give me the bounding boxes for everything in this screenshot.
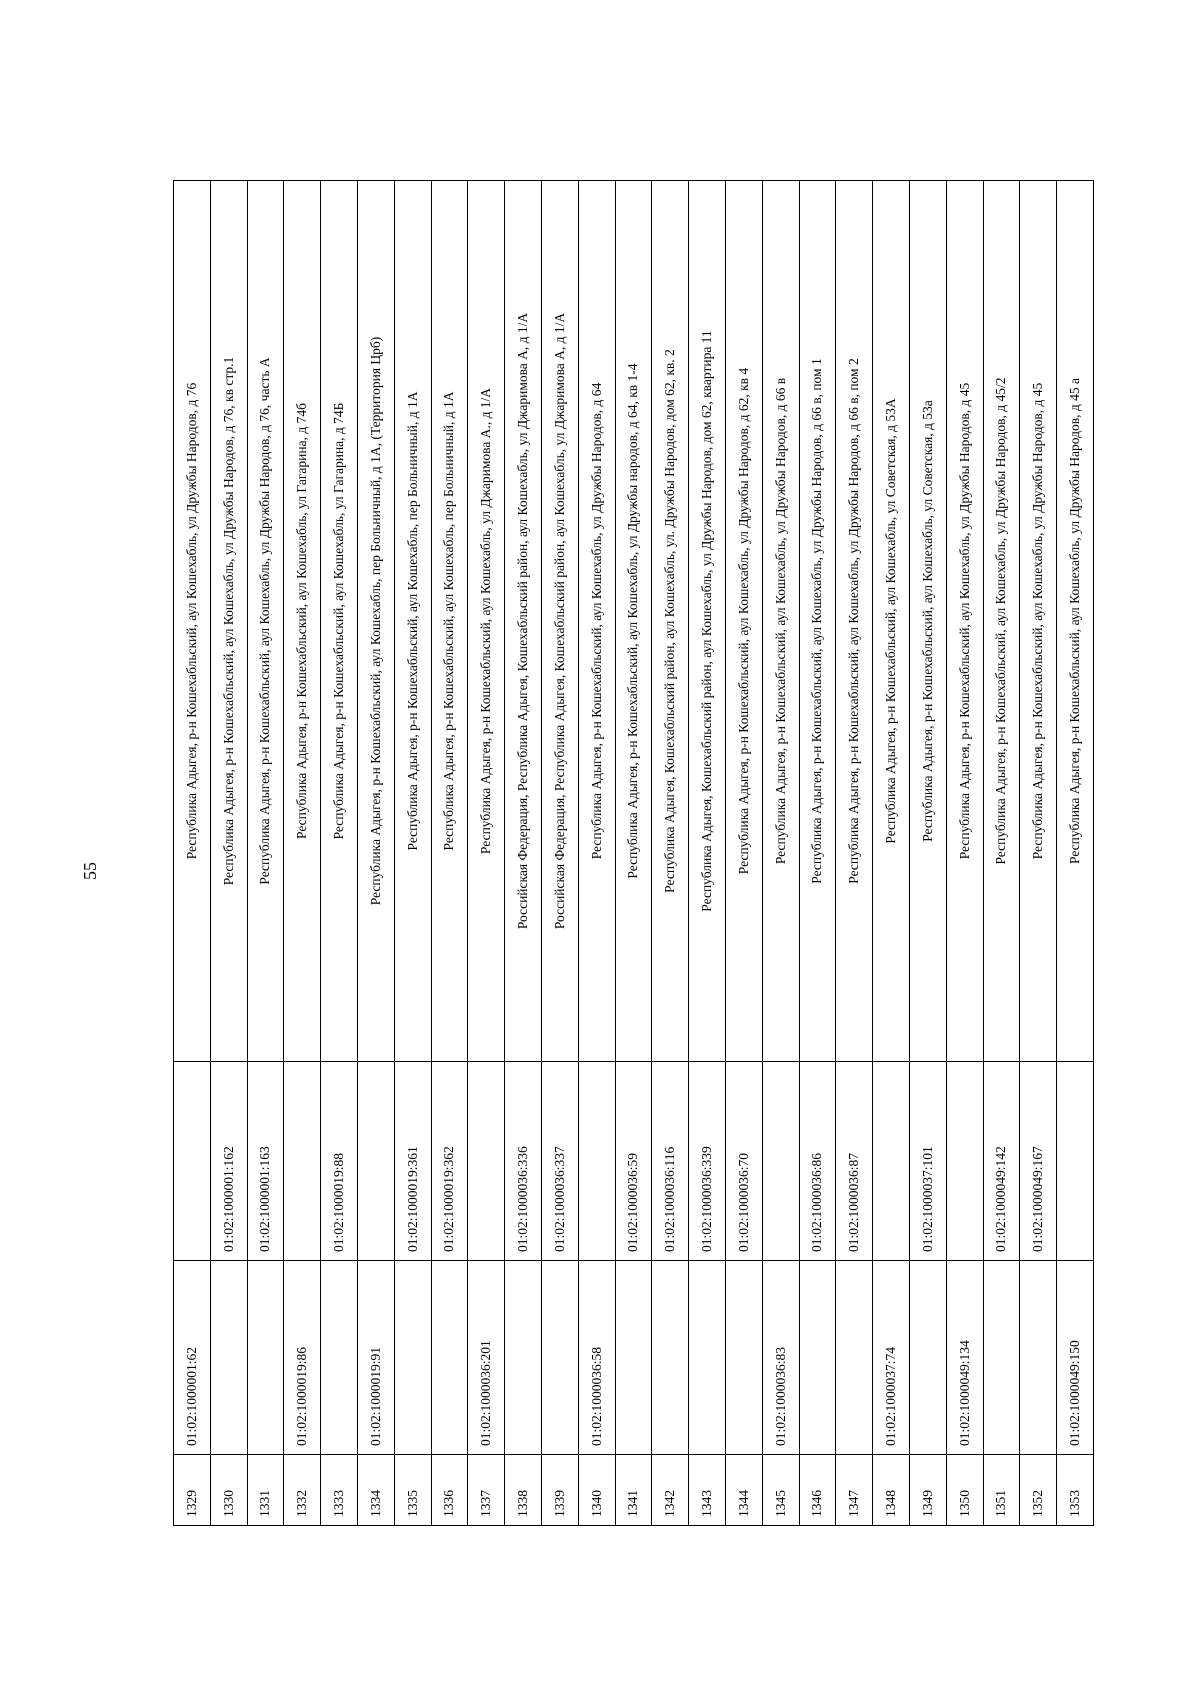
- row-number-cell: 1332: [284, 1455, 321, 1526]
- row-number-cell: 1343: [689, 1455, 726, 1526]
- table-row: [799, 181, 836, 1526]
- object-cadastral-number-cell: [946, 1062, 983, 1261]
- object-cadastral-number-cell: 01:02:1000036:70: [725, 1062, 762, 1261]
- address-cell: Республика Адыгея, р-н Кошехабльский, аул Кошехабль, ул Гагарина, д 74Б: [321, 181, 358, 1062]
- cadastral-number-cell: [983, 1261, 1020, 1455]
- row-number-cell: 1336: [431, 1455, 468, 1526]
- address-cell: Республика Адыгея, р-н Кошехабльский, аул Кошехабль, ул Гагарина, д 74б: [284, 181, 321, 1062]
- table-row: [541, 181, 578, 1526]
- table-row: [1057, 181, 1094, 1526]
- cadastral-number-cell: 01:02:1000049:150: [1057, 1261, 1094, 1455]
- cadastral-number-cell: [431, 1261, 468, 1455]
- table-row: [836, 181, 873, 1526]
- object-cadastral-number-cell: 01:02:1000036:336: [505, 1062, 542, 1261]
- address-cell: Республика Адыгея, р-н Кошехабльский, аул Кошехабль, ул Дружбы Народов, д 76: [174, 181, 211, 1062]
- address-cell: Республика Адыгея, р-н Кошехабльский, аул Кошехабль, ул Дружбы Народов, д 45: [1020, 181, 1057, 1062]
- address-cell: Российская Федерация, Республика Адыгея, Кошехабльский район, аул Кошехабль, ул Джаримова А, д 1/А: [505, 181, 542, 1062]
- cadastral-number-cell: [1020, 1261, 1057, 1455]
- row-number-cell: 1344: [725, 1455, 762, 1526]
- address-cell: Российская Федерация, Республика Адыгея, Кошехабльский район, аул Кошехабль, ул Джаримова А, д 1/А: [541, 181, 578, 1062]
- register-table: [173, 180, 1094, 1526]
- object-cadastral-number-cell: [1057, 1062, 1094, 1261]
- object-cadastral-number-cell: 01:02:1000019:361: [394, 1062, 431, 1261]
- page-number: 55: [80, 862, 100, 880]
- address-cell: Республика Адыгея, р-н Кошехабльский, аул Кошехабль, ул Советская, д 53А: [873, 181, 910, 1062]
- address-cell: Республика Адыгея, р-н Кошехабльский, аул Кошехабль, ул Дружбы Народов, д 66 в, пом 1: [799, 181, 836, 1062]
- object-cadastral-number-cell: 01:02:1000001:163: [247, 1062, 284, 1261]
- rotated-table-wrapper: [173, 180, 1093, 1526]
- table-row: [431, 181, 468, 1526]
- row-number-cell: 1331: [247, 1455, 284, 1526]
- object-cadastral-number-cell: [357, 1062, 394, 1261]
- address-cell: Республика Адыгея, р-н Кошехабльский, аул Кошехабль, ул Джаримова А., д 1/А: [468, 181, 505, 1062]
- table-row: [909, 181, 946, 1526]
- row-number-cell: 1347: [836, 1455, 873, 1526]
- cadastral-number-cell: [799, 1261, 836, 1455]
- row-number-cell: 1340: [578, 1455, 615, 1526]
- table-row: [762, 181, 799, 1526]
- table-row: [247, 181, 284, 1526]
- cadastral-number-cell: [321, 1261, 358, 1455]
- object-cadastral-number-cell: 01:02:1000037:101: [909, 1062, 946, 1261]
- table-row: [357, 181, 394, 1526]
- table-row: [652, 181, 689, 1526]
- object-cadastral-number-cell: 01:02:1000049:167: [1020, 1062, 1057, 1261]
- object-cadastral-number-cell: 01:02:1000036:339: [689, 1062, 726, 1261]
- object-cadastral-number-cell: [468, 1062, 505, 1261]
- address-cell: Республика Адыгея, р-н Кошехабльский, аул Кошехабль, ул Дружбы Народов, д 62, кв 4: [725, 181, 762, 1062]
- row-number-cell: 1341: [615, 1455, 652, 1526]
- table-row: [321, 181, 358, 1526]
- object-cadastral-number-cell: 01:02:1000036:337: [541, 1062, 578, 1261]
- register-table-body: [174, 181, 1094, 1526]
- address-cell: Республика Адыгея, р-н Кошехабльский, аул Кошехабль, пер Больничный, д 1А: [394, 181, 431, 1062]
- cadastral-number-cell: [909, 1261, 946, 1455]
- table-row: [873, 181, 910, 1526]
- cadastral-number-cell: 01:02:1000036:201: [468, 1261, 505, 1455]
- address-cell: Республика Адыгея, р-н Кошехабльский, аул Кошехабль, ул Дружбы Народов, д 45/2: [983, 181, 1020, 1062]
- cadastral-number-cell: [247, 1261, 284, 1455]
- table-row: [505, 181, 542, 1526]
- cadastral-number-cell: [394, 1261, 431, 1455]
- table-row: [946, 181, 983, 1526]
- object-cadastral-number-cell: [174, 1062, 211, 1261]
- row-number-cell: 1342: [652, 1455, 689, 1526]
- row-number-cell: 1330: [210, 1455, 247, 1526]
- cadastral-number-cell: 01:02:1000036:83: [762, 1261, 799, 1455]
- row-number-cell: 1329: [174, 1455, 211, 1526]
- row-number-cell: 1337: [468, 1455, 505, 1526]
- address-cell: Республика Адыгея, р-н Кошехабльский, аул Кошехабль, ул Дружбы Народов, д 66 в, пом 2: [836, 181, 873, 1062]
- object-cadastral-number-cell: [873, 1062, 910, 1261]
- object-cadastral-number-cell: 01:02:1000036:87: [836, 1062, 873, 1261]
- table-row: [210, 181, 247, 1526]
- row-number-cell: 1334: [357, 1455, 394, 1526]
- address-cell: Республика Адыгея, р-н Кошехабльский, аул Кошехабль, ул Дружбы Народов, д 45 а: [1057, 181, 1094, 1062]
- cadastral-number-cell: 01:02:1000019:91: [357, 1261, 394, 1455]
- object-cadastral-number-cell: 01:02:1000019:362: [431, 1062, 468, 1261]
- row-number-cell: 1352: [1020, 1455, 1057, 1526]
- cadastral-number-cell: [505, 1261, 542, 1455]
- table-row: [983, 181, 1020, 1526]
- cadastral-number-cell: 01:02:1000049:134: [946, 1261, 983, 1455]
- cadastral-number-cell: 01:02:1000001:62: [174, 1261, 211, 1455]
- row-number-cell: 1349: [909, 1455, 946, 1526]
- cadastral-number-cell: [541, 1261, 578, 1455]
- address-cell: Республика Адыгея, р-н Кошехабльский, аул Кошехабль, пер Больничный, д 1А: [431, 181, 468, 1062]
- row-number-cell: 1333: [321, 1455, 358, 1526]
- row-number-cell: 1346: [799, 1455, 836, 1526]
- cadastral-number-cell: [210, 1261, 247, 1455]
- object-cadastral-number-cell: [284, 1062, 321, 1261]
- table-row: [1020, 181, 1057, 1526]
- cadastral-number-cell: [652, 1261, 689, 1455]
- address-cell: Республика Адыгея, р-н Кошехабльский, аул Кошехабль, ул Дружбы народов, д 64, кв 1-4: [615, 181, 652, 1062]
- object-cadastral-number-cell: [578, 1062, 615, 1261]
- object-cadastral-number-cell: 01:02:1000036:86: [799, 1062, 836, 1261]
- table-row: [284, 181, 321, 1526]
- cadastral-number-cell: [836, 1261, 873, 1455]
- cadastral-number-cell: [615, 1261, 652, 1455]
- address-cell: Республика Адыгея, р-н Кошехабльский, аул Кошехабль, ул Дружбы Народов, д 66 в: [762, 181, 799, 1062]
- row-number-cell: 1351: [983, 1455, 1020, 1526]
- cadastral-number-cell: 01:02:1000036:58: [578, 1261, 615, 1455]
- row-number-cell: 1335: [394, 1455, 431, 1526]
- cadastral-number-cell: [689, 1261, 726, 1455]
- row-number-cell: 1350: [946, 1455, 983, 1526]
- row-number-cell: 1338: [505, 1455, 542, 1526]
- object-cadastral-number-cell: [762, 1062, 799, 1261]
- object-cadastral-number-cell: 01:02:1000019:88: [321, 1062, 358, 1261]
- table-row: [725, 181, 762, 1526]
- address-cell: Республика Адыгея, р-н Кошехабльский, аул Кошехабль, пер Больничный, д 1А, (Территория Црб): [357, 181, 394, 1062]
- row-number-cell: 1348: [873, 1455, 910, 1526]
- address-cell: Республика Адыгея, р-н Кошехабльский, аул Кошехабль, ул Дружбы Народов, д 76, кв стр.1: [210, 181, 247, 1062]
- cadastral-number-cell: 01:02:1000037:74: [873, 1261, 910, 1455]
- address-cell: Республика Адыгея, р-н Кошехабльский, аул Кошехабль, ул Дружбы Народов, д 64: [578, 181, 615, 1062]
- address-cell: Республика Адыгея, Кошехабльский район, аул Кошехабль, ул. Дружбы Народов, дом 62, кв. 2: [652, 181, 689, 1062]
- cadastral-number-cell: [725, 1261, 762, 1455]
- row-number-cell: 1345: [762, 1455, 799, 1526]
- address-cell: Республика Адыгея, р-н Кошехабльский, аул Кошехабль, ул Советская, д 53а: [909, 181, 946, 1062]
- object-cadastral-number-cell: 01:02:1000036:59: [615, 1062, 652, 1261]
- table-row: [689, 181, 726, 1526]
- row-number-cell: 1353: [1057, 1455, 1094, 1526]
- table-row: [468, 181, 505, 1526]
- cadastral-number-cell: 01:02:1000019:86: [284, 1261, 321, 1455]
- object-cadastral-number-cell: 01:02:1000036:116: [652, 1062, 689, 1261]
- table-row: [615, 181, 652, 1526]
- object-cadastral-number-cell: 01:02:1000001:162: [210, 1062, 247, 1261]
- address-cell: Республика Адыгея, Кошехабльский район, аул Кошехабль, ул Дружбы Народов, дом 62, квартира 11: [689, 181, 726, 1062]
- address-cell: Республика Адыгея, р-н Кошехабльский, аул Кошехабль, ул Дружбы Народов, д 45: [946, 181, 983, 1062]
- row-number-cell: 1339: [541, 1455, 578, 1526]
- object-cadastral-number-cell: 01:02:1000049:142: [983, 1062, 1020, 1261]
- table-row: [578, 181, 615, 1526]
- table-row: [394, 181, 431, 1526]
- address-cell: Республика Адыгея, р-н Кошехабльский, аул Кошехабль, ул Дружбы Народов, д 76, часть А: [247, 181, 284, 1062]
- table-row: [174, 181, 211, 1526]
